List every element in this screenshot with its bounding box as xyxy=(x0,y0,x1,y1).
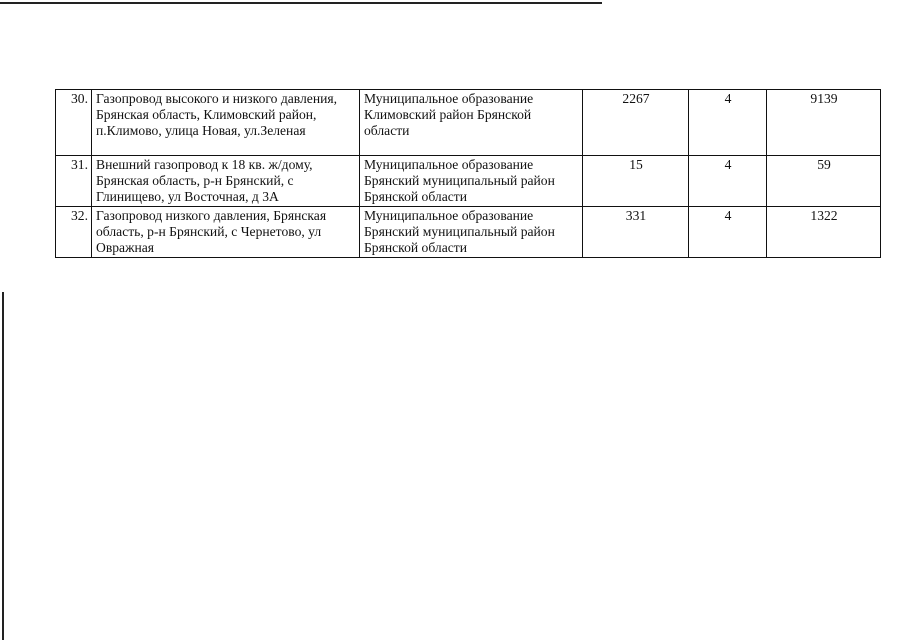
owner: Муниципальное образование Брянский муниципальный район Брянской области xyxy=(360,156,583,207)
column-5-value: 4 xyxy=(689,207,767,258)
column-5-value: 4 xyxy=(689,156,767,207)
row-number: 32. xyxy=(56,207,92,258)
object-name: Газопровод высокого и низкого давления, Брянская область, Климовский район, п.Климово, улица Новая, ул.Зеленая xyxy=(92,90,360,156)
table-row xyxy=(56,90,881,156)
table-row xyxy=(56,207,881,258)
length-value: 15 xyxy=(583,156,689,207)
left-margin-line xyxy=(2,292,4,640)
column-6-value: 59 xyxy=(767,156,881,207)
object-name: Внешний газопровод к 18 кв. ж/дому, Брянская область, р-н Брянский, с Глинищево, ул Восточная, д 3А xyxy=(92,156,360,207)
length-value: 2267 xyxy=(583,90,689,156)
row-number: 30. xyxy=(56,90,92,156)
column-6-value: 1322 xyxy=(767,207,881,258)
table-row xyxy=(56,156,881,207)
top-border-line xyxy=(0,2,602,4)
object-name: Газопровод низкого давления, Брянская область, р-н Брянский, с Чернетово, ул Овражная xyxy=(92,207,360,258)
column-5-value: 4 xyxy=(689,90,767,156)
row-number: 31. xyxy=(56,156,92,207)
owner: Муниципальное образование Климовский район Брянской области xyxy=(360,90,583,156)
owner: Муниципальное образование Брянский муниципальный район Брянской области xyxy=(360,207,583,258)
length-value: 331 xyxy=(583,207,689,258)
gas-pipeline-table xyxy=(55,89,881,258)
column-6-value: 9139 xyxy=(767,90,881,156)
